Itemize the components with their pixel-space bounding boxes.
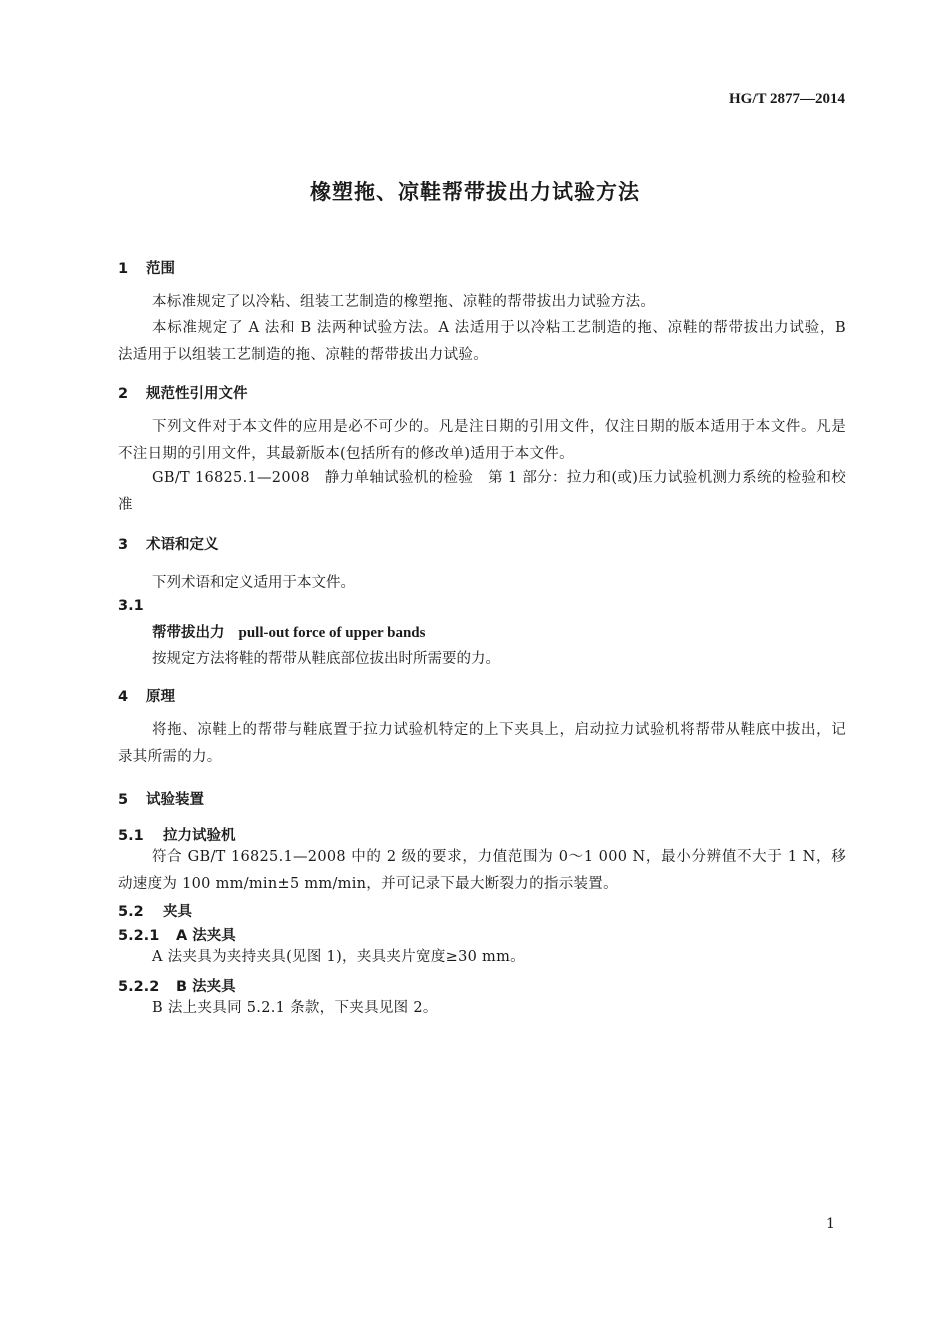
subsection-5-2-2-paragraph: B 法上夹具同 5.2.1 条款，下夹具见图 2。 [152, 1000, 438, 1016]
subsection-5-1-paragraph: 符合 GB/T 16825.1—2008 中的 2 级的要求，力值范围为 0～1 000 N，最小分辨值不大于 1 N，移动速度为 100 mm/min±5 mm/min，并可记录下最大断裂力的指示装置。 [118, 849, 846, 892]
subsection-5-1-heading [118, 824, 236, 845]
section-title: 原理 [146, 689, 175, 705]
section-title: 范围 [146, 261, 175, 277]
section-number: 1 [118, 261, 129, 277]
subsection-title: A 法夹具 [176, 928, 236, 944]
document-title: 橡塑拖、凉鞋帮带拔出力试验方法 [310, 180, 640, 204]
section-3-heading [118, 533, 219, 554]
normative-reference: GB/T 16825.1—2008 静力单轴试验机的检验 第 1 部分：拉力和(或)压力试验机测力系统的检验和校准 [118, 470, 846, 513]
section-title: 试验装置 [146, 792, 204, 808]
subsection-5-2-heading [118, 900, 192, 921]
section-title: 规范性引用文件 [146, 386, 248, 402]
section-1-heading [118, 257, 175, 278]
section-number: 5 [118, 792, 129, 808]
subsection-number: 5.1 [118, 828, 144, 844]
subsection-title: 拉力试验机 [163, 828, 236, 844]
term-chinese: 帮带拔出力 [152, 625, 225, 641]
term-entry [152, 621, 425, 642]
section-1-paragraph-2: 本标准规定了 A 法和 B 法两种试验方法。A 法适用于以冷粘工艺制造的拖、凉鞋的帮带拔出力试验，B 法适用于以组装工艺制造的拖、凉鞋的帮带拔出力试验。 [118, 320, 846, 363]
section-5-heading [118, 788, 204, 809]
subsection-5-2-1-heading [118, 924, 236, 945]
section-number: 3 [118, 537, 129, 553]
section-number: 4 [118, 689, 129, 705]
subsection-number: 5.2.2 [118, 979, 160, 995]
standard-code: HG/T 2877—2014 [729, 91, 845, 107]
section-2-paragraph-1: 下列文件对于本文件的应用是必不可少的。凡是注日期的引用文件，仅注日期的版本适用于本文件。凡是不注日期的引用文件，其最新版本(包括所有的修改单)适用于本文件。 [118, 419, 846, 462]
subsection-5-2-2-heading [118, 975, 236, 996]
section-2-heading [118, 382, 248, 403]
subsection-title: 夹具 [163, 904, 192, 920]
section-4-heading [118, 685, 175, 706]
term-english: pull-out force of upper bands [238, 625, 426, 641]
section-4-paragraph-1: 将拖、凉鞋上的帮带与鞋底置于拉力试验机特定的上下夹具上，启动拉力试验机将帮带从鞋底中拔出，记录其所需的力。 [118, 722, 846, 765]
section-1-paragraph-1: 本标准规定了以冷粘、组装工艺制造的橡塑拖、凉鞋的帮带拔出力试验方法。 [152, 294, 656, 310]
subsection-5-2-1-paragraph: A 法夹具为夹持夹具(见图 1)，夹具夹片宽度≥30 mm。 [152, 949, 525, 965]
subsection-number: 5.2 [118, 904, 144, 920]
subsection-number: 5.2.1 [118, 928, 160, 944]
section-3-paragraph-1: 下列术语和定义适用于本文件。 [152, 575, 355, 591]
section-title: 术语和定义 [146, 537, 219, 553]
page-number: 1 [826, 1216, 835, 1232]
section-number: 2 [118, 386, 129, 402]
subsection-title: B 法夹具 [176, 979, 236, 995]
term-definition: 按规定方法将鞋的帮带从鞋底部位拔出时所需要的力。 [152, 651, 500, 667]
subsection-3-1-number: 3.1 [118, 598, 144, 614]
